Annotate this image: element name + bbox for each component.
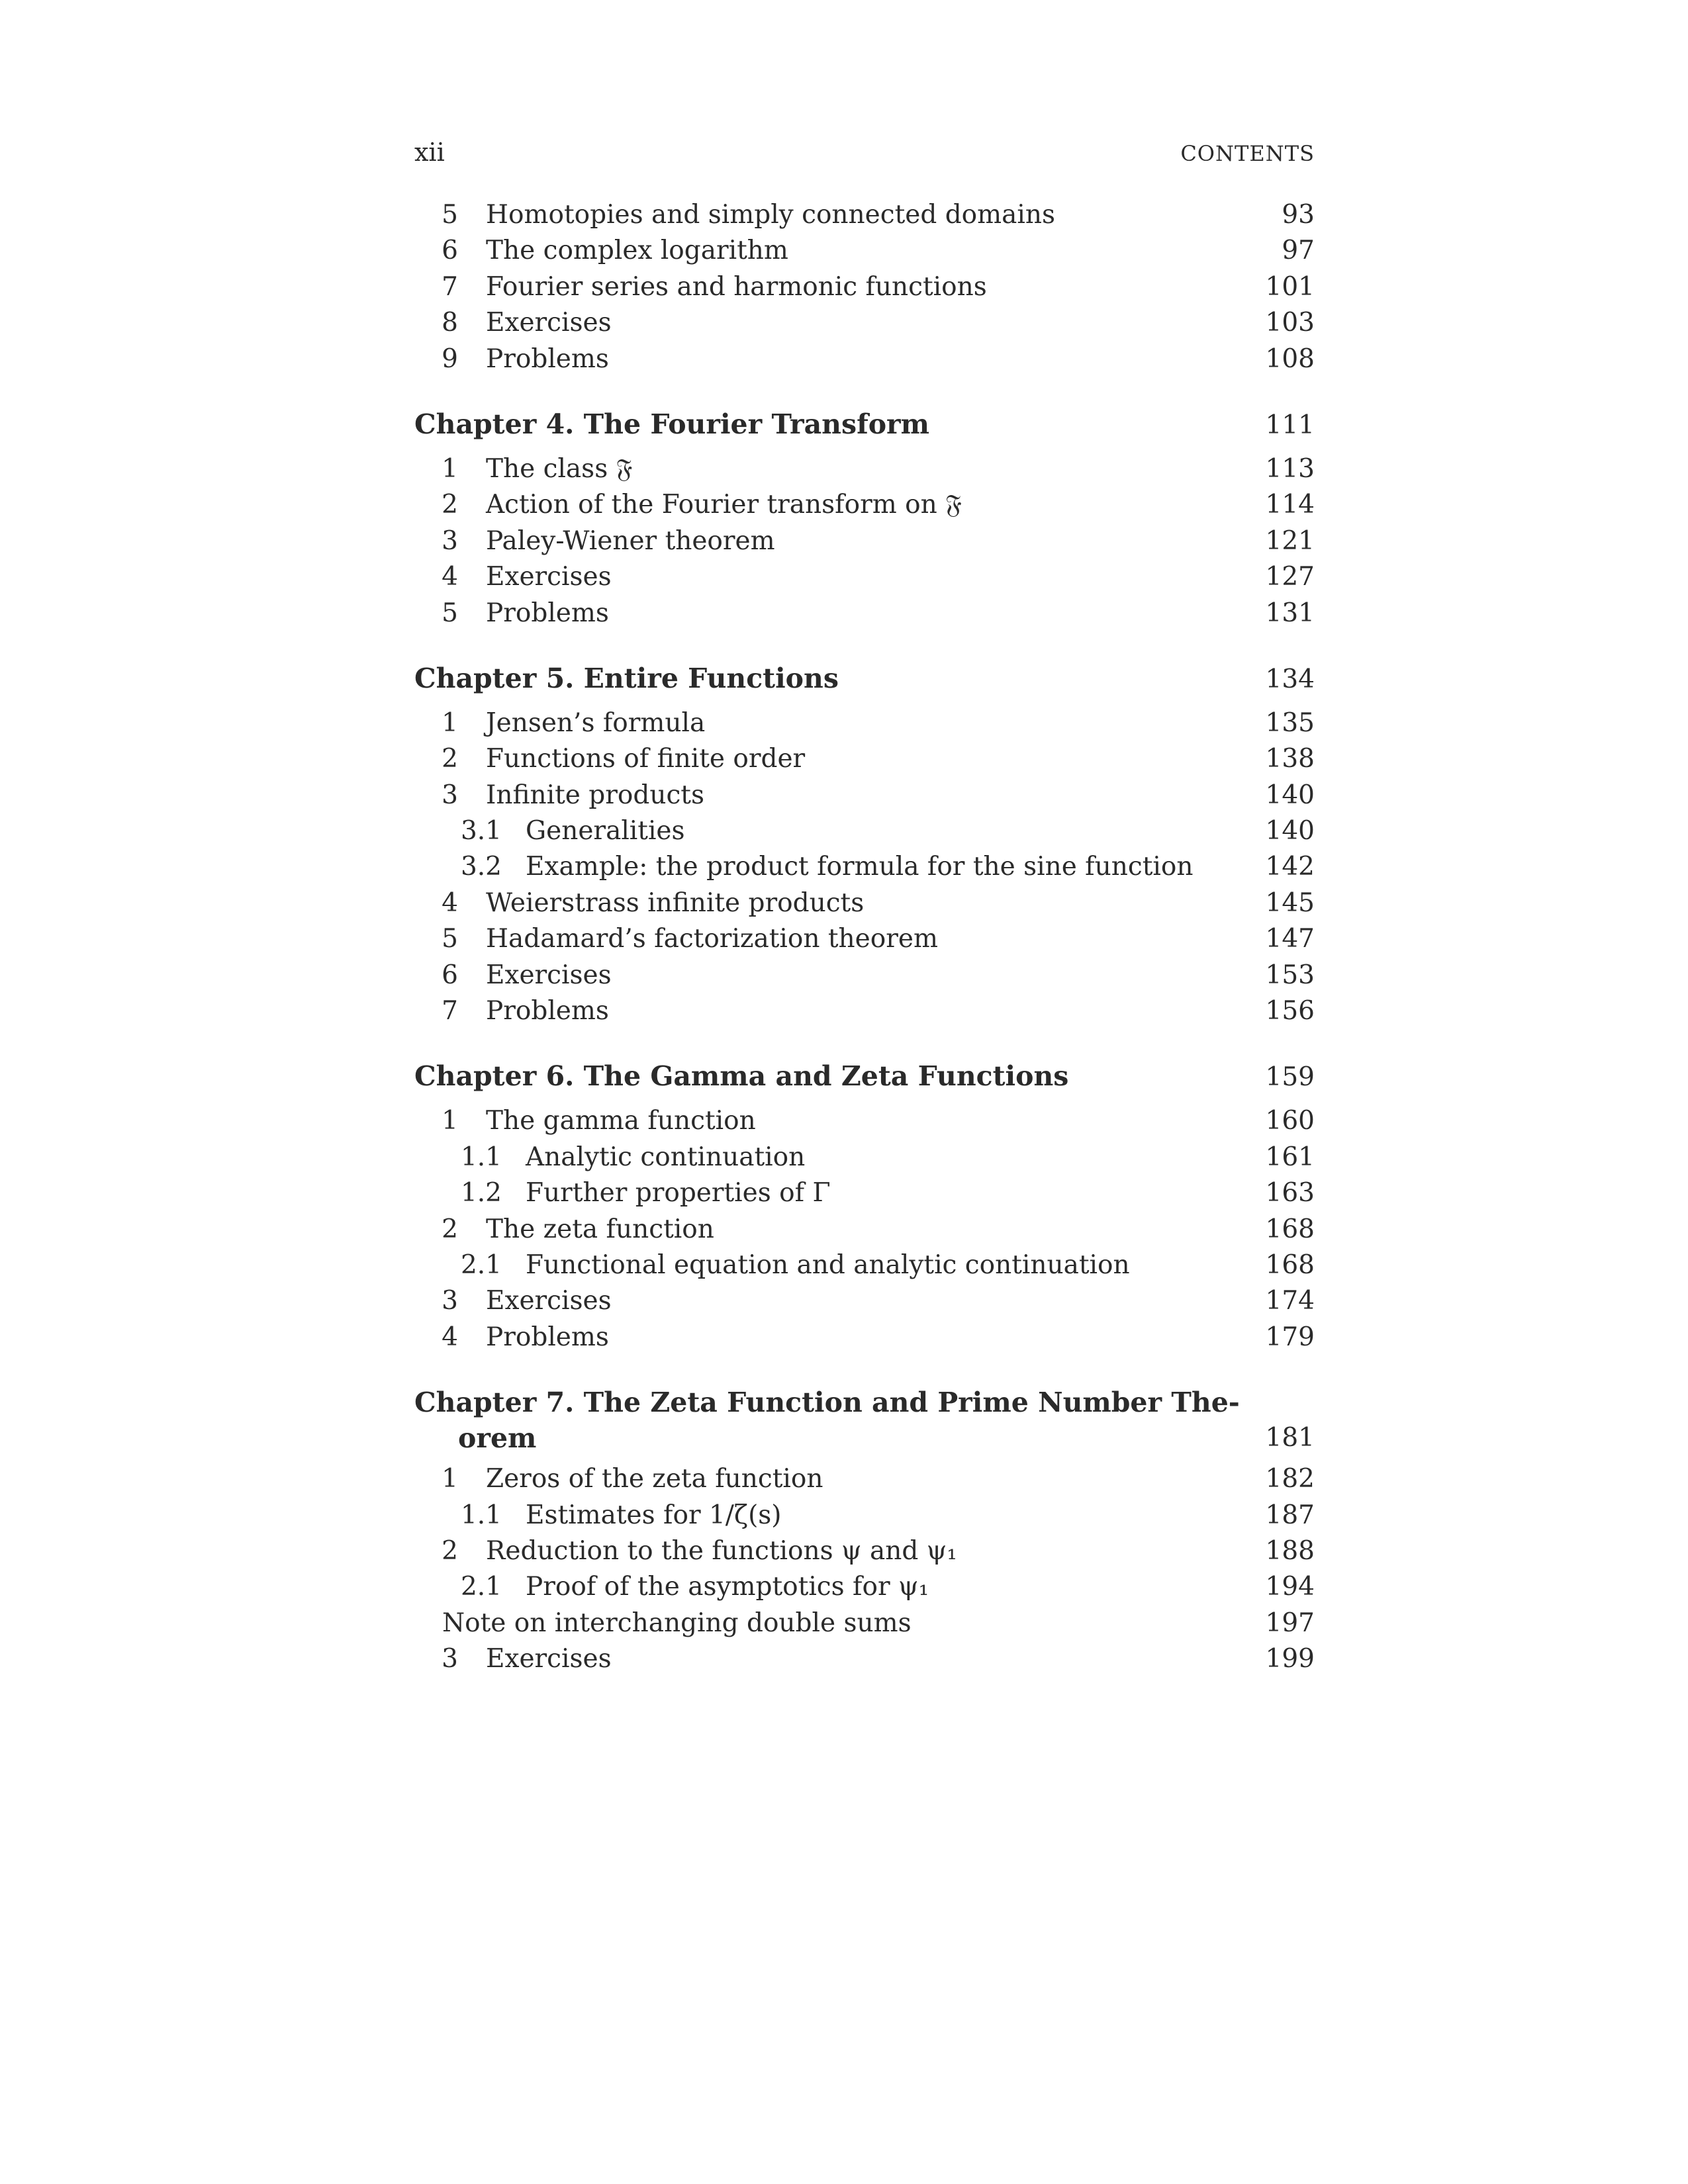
chapter-heading[interactable]: Chapter 4. The Fourier Transform 111 xyxy=(414,408,1315,440)
toc-entry[interactable]: 4 Weierstrass infinite products 145 xyxy=(442,887,1315,918)
toc-entry[interactable]: 3 Infinite products 140 xyxy=(442,780,1315,810)
toc-entry[interactable]: 6 Exercises 153 xyxy=(442,960,1315,990)
chapter-heading[interactable]: Chapter 7. The Zeta Function and Prime Number The- orem 181 xyxy=(414,1385,1315,1456)
toc-subentry[interactable]: 3.1 Generalities 140 xyxy=(460,816,1315,846)
toc-entry[interactable]: 8 Exercises 103 xyxy=(442,308,1315,338)
toc-subentry[interactable]: 3.2 Example: the product formula for the sine function 142 xyxy=(460,852,1315,882)
chapter-6 xyxy=(414,1058,1315,1355)
toc-subentry[interactable]: 1.2 Further properties of Γ 163 xyxy=(460,1178,1315,1208)
toc-entry[interactable]: 1 The gamma function 160 xyxy=(442,1106,1315,1136)
toc-entry[interactable]: 6 The complex logarithm 97 xyxy=(442,236,1315,266)
toc-entry[interactable]: 7 Fourier series and harmonic functions 101 xyxy=(442,271,1315,302)
chapter-heading[interactable]: Chapter 5. Entire Functions 134 xyxy=(414,662,1315,694)
toc-entry[interactable]: 1 Jensen’s formula 135 xyxy=(442,707,1315,738)
toc-subentry[interactable]: 2.1 Proof of the asymptotics for ψ₁ 194 xyxy=(460,1572,1315,1602)
toc-entry[interactable]: 2 Action of the Fourier transform on 𝔉 114 xyxy=(442,490,1315,520)
chapter-title-line2: orem xyxy=(458,1422,537,1455)
toc-page xyxy=(414,138,1315,1678)
toc-note-entry[interactable]: Note on interchanging double sums 197 xyxy=(442,1608,1315,1638)
toc-entry[interactable]: 4 Exercises 127 xyxy=(442,562,1315,592)
chapter-heading[interactable]: Chapter 6. The Gamma and Zeta Functions 159 xyxy=(414,1060,1315,1093)
toc-entry[interactable]: 4 Problems 179 xyxy=(442,1322,1315,1352)
toc-entry[interactable]: 2 Reduction to the functions ψ and ψ₁ 188 xyxy=(442,1535,1315,1566)
chapter-5 xyxy=(414,660,1315,1030)
toc-entry[interactable]: 5 Homotopies and simply connected domains 93 xyxy=(442,200,1315,230)
toc-entry[interactable]: 2 The zeta function 168 xyxy=(442,1214,1315,1244)
page-number: xii xyxy=(414,138,445,167)
toc-entry[interactable]: 1 The class 𝔉 113 xyxy=(442,453,1315,484)
toc-entry[interactable]: 2 Functions of finite order 138 xyxy=(442,744,1315,774)
toc-entry[interactable]: 5 Hadamard’s factorization theorem 147 xyxy=(442,924,1315,954)
toc-entry[interactable]: 9 Problems 108 xyxy=(442,343,1315,374)
toc-entry[interactable]: 1 Zeros of the zeta function 182 xyxy=(442,1464,1315,1494)
toc-entry[interactable]: 3 Paley-Wiener theorem 121 xyxy=(442,525,1315,556)
toc-entry[interactable]: 5 Problems 131 xyxy=(442,598,1315,628)
toc xyxy=(414,197,1315,1678)
toc-entry[interactable]: 3 Exercises 174 xyxy=(442,1286,1315,1316)
continued-sections xyxy=(414,197,1315,377)
toc-subentry[interactable]: 2.1 Functional equation and analytic continuation 168 xyxy=(460,1250,1315,1280)
chapter-7 xyxy=(414,1385,1315,1677)
running-head xyxy=(414,138,1315,177)
toc-entry[interactable]: 7 Problems 156 xyxy=(442,996,1315,1026)
running-title: CONTENTS xyxy=(1180,141,1315,166)
toc-subentry[interactable]: 1.1 Estimates for 1/ζ(s) 187 xyxy=(460,1500,1315,1530)
toc-subentry[interactable]: 1.1 Analytic continuation 161 xyxy=(460,1142,1315,1172)
chapter-4 xyxy=(414,406,1315,631)
toc-entry[interactable]: 3 Exercises 199 xyxy=(442,1644,1315,1674)
chapter-title-line1: Chapter 7. The Zeta Function and Prime Number The- xyxy=(414,1387,1240,1419)
